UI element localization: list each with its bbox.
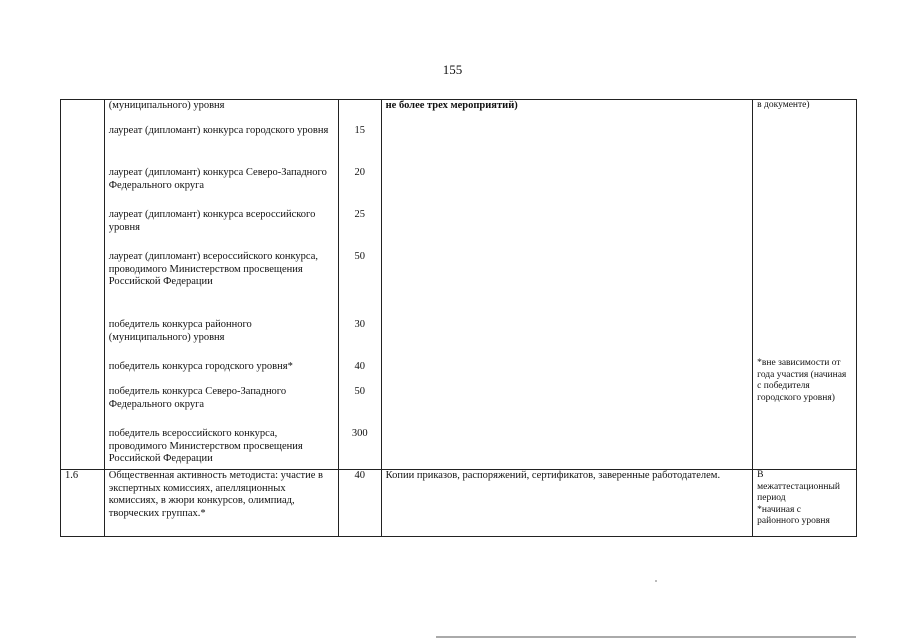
points-cell: 40 bbox=[338, 470, 381, 537]
points-value: 15 bbox=[354, 125, 365, 136]
evidence-text: не более трех мероприятий) bbox=[385, 100, 518, 111]
note-line: *начиная с bbox=[757, 504, 801, 515]
note-line: период bbox=[757, 493, 786, 503]
criterion-text: лауреат (дипломант) конкурса Северо-Западного Федерального округа bbox=[108, 167, 327, 191]
points-value: 20 bbox=[354, 167, 365, 178]
points-value: 40 bbox=[354, 361, 365, 372]
points-value: 25 bbox=[354, 209, 365, 220]
note-top: в документе) bbox=[757, 100, 810, 110]
criteria-cell bbox=[104, 100, 338, 470]
criteria-cell: Общественная активность методиста: участие в экспертных комиссиях, апелляционных комиссиях, в жюри конкурсов, олимпиад, творческих группах.* bbox=[104, 470, 338, 537]
criterion-text: лауреат (дипломант) конкурса городского уровня bbox=[108, 125, 329, 136]
evidence-cell bbox=[381, 100, 753, 470]
page-number: 155 bbox=[442, 62, 463, 77]
row-number-cell bbox=[61, 100, 105, 470]
note-cell bbox=[753, 470, 857, 537]
evidence-cell: Копии приказов, распоряжений, сертификатов, заверенные работодателем. bbox=[381, 470, 753, 537]
note-line: В bbox=[757, 470, 764, 480]
criterion-text: победитель конкурса Северо-Западного Федерального округа bbox=[108, 386, 287, 410]
points-value: 300 bbox=[351, 428, 368, 439]
criterion-text: лауреат (дипломант) конкурса всероссийского уровня bbox=[108, 209, 316, 233]
points-cell bbox=[338, 100, 381, 470]
scan-artifact bbox=[436, 636, 856, 638]
criterion-text: (муниципального) уровня bbox=[108, 100, 225, 111]
criteria-table bbox=[60, 99, 857, 537]
points-value: 30 bbox=[354, 319, 365, 330]
note-bottom: *вне зависимости от года участия (начиная с победителя городского уровня) bbox=[757, 358, 847, 403]
points-value bbox=[343, 100, 377, 125]
table-row bbox=[61, 100, 857, 470]
points-value: 50 bbox=[354, 386, 365, 397]
note-line: межаттестационный bbox=[757, 481, 840, 492]
scan-artifact bbox=[655, 580, 657, 582]
points-value: 50 bbox=[354, 251, 365, 262]
note-cell bbox=[753, 100, 857, 470]
criterion-text: победитель конкурса районного (муниципального) уровня bbox=[108, 319, 252, 343]
table-row bbox=[61, 470, 857, 537]
criterion-text: победитель всероссийского конкурса, проводимого Министерством просвещения Российской Федерации bbox=[108, 428, 303, 464]
criterion-text: победитель конкурса городского уровня* bbox=[108, 361, 293, 372]
criterion-text: лауреат (дипломант) всероссийского конкурса, проводимого Министерством просвещения Российской Федерации bbox=[108, 251, 318, 287]
note-line: районного уровня bbox=[757, 516, 830, 526]
row-number-cell: 1.6 bbox=[61, 470, 105, 537]
